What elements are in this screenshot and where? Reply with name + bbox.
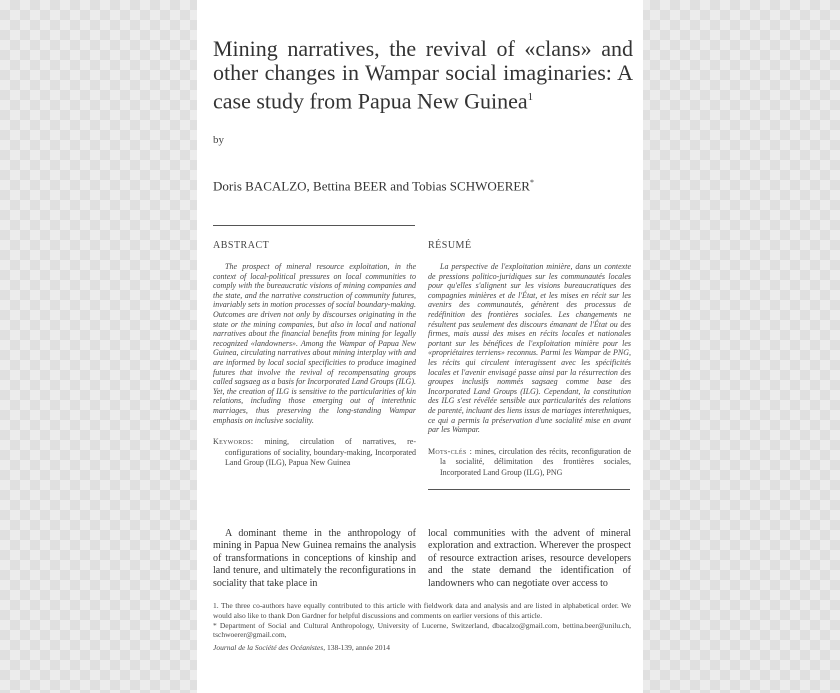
keywords-list: mining, circulation of narratives, re-configurations of sociality, boundary-making, Incorporated Land Group (ILG), Papua New Guinea [225,437,416,468]
abstract-heading: ABSTRACT [213,240,270,251]
footnotes [213,601,631,640]
resume-keywords [428,447,631,479]
mots-cles-label: Mots-clés : [428,446,473,456]
body-column-right [428,528,631,590]
body-text-left: A dominant theme in the anthropology of mining in Papua New Guinea remains the analysis of transformations in conceptions of kinship and land tenure, and ultimately the reconfigurations in sociality that take place in [213,528,416,589]
authors-footnote-marker: * [529,178,534,187]
body-column-left [213,528,416,590]
resume-column [428,262,631,478]
footnote-1: 1. The three co-authors have equally contributed to this article with fieldwork data and analysis and are listed in alphabetical order. We would also like to thank Don Gardner for helpful discussions and comments on earlier versions of this article. [213,601,631,620]
journal-issue: , 138-139, année 2014 [323,643,391,652]
abstract-keywords [213,437,416,469]
footnote-2: * Department of Social and Cultural Anthropology, University of Lucerne, Switzerland, dbacalzo@gmail.com, bettina.beer@unilu.ch, tschwoerer@gmail.com, [213,620,631,640]
header-divider [213,225,415,226]
keywords-label: Keywords: [213,437,254,447]
title-text: Mining narratives, the revival of «clans» and other changes in Wampar social imaginaries: A case study from Papua New Guinea [213,36,633,114]
authors-names: Doris BACALZO, Bettina BEER and Tobias SCHWOERER [213,178,530,194]
article-title [213,37,633,113]
resume-divider [428,489,630,490]
mots-cles-list: mines, circulation des récits, reconfiguration de la socialité, délimitation des frontières sociales, Incorporated Land Group (ILG), PNG [440,446,631,477]
journal-citation [213,643,390,652]
title-footnote-marker: 1 [527,91,534,103]
resume-heading: RÉSUMÉ [428,240,472,251]
resume-body: La perspective de l'exploitation minière, dans un contexte de pressions politico-juridiques sur les communautés locales pour qu'elles s'alignent sur les visions bureaucratiques des compagnies minières et de l'État, et les mises en récit sur les avenirs des communautés, génèrent des processus de redéfinition des frontières sociales. Les changements ne résultent pas seulement des discours émanant de l'État ou des firmes, mais aussi des mises en récits locales et nationales portant sur les bénéfices de l'exploitation minière pour les «propriétaires terriens» reconnus. Parmi les Wampar de PNG, les récits qui circulent interagissent avec les spécificités locales et l'avenir envisagé passe ainsi par la résurrection des groupes inclusifs nommés sagsaeg comme base des Incorporated Land Groups (ILG). Cependant, la constitution des ILG s'est révélée sensible aux particularités des relations de parenté, incluant des liens issus de mariages interethniques, ce qui a permis la préservation d'une socialité mise en avant par les Wampar. [428,262,631,435]
body-text-right: local communities with the advent of mineral exploration and extraction. Wherever the prospect of resource extraction arises, resource developers and the state demand the identification of landowners who can negotiate over access to [428,528,631,589]
authors-line [213,178,534,194]
abstract-body: The prospect of mineral resource exploitation, in the context of local-political pressures on local communities to comply with the bureaucratic visions of mining companies and the state, and the narrative construction of community futures, invariably sets in motion processes of social boundary-making. Outcomes are driven not only by discourses originating in the state or the mining companies, but also in local and national narratives about the financial benefits from mining for legally recognized «landowners». Among the Wampar of Papua New Guinea, circulating narratives about mining interplay with and are informed by local social specificities to produce imagined futures that involve the revival of recompensating groups called sagsaeg as a basis for Incorporated Land Groups (ILG). Yet, the creation of ILG is sensitive to the particularities of kin relations, including those emerging out of interethnic marriages, thus preserving the long-standing Wampar emphasis on inclusive sociality. [213,262,416,425]
abstract-column [213,262,416,469]
journal-name: Journal de la Société des Océanistes [213,643,324,652]
paper-page [197,0,643,693]
byline-label: by [213,134,224,146]
